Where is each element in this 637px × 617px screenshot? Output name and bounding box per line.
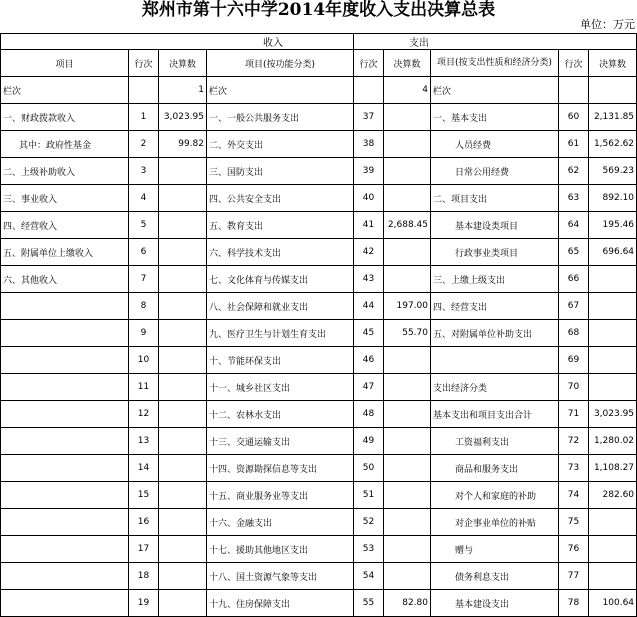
func-expense-amount: 82.80: [384, 590, 431, 617]
lanci-label: 栏次: [207, 77, 354, 104]
func-expense-amount: [384, 401, 431, 428]
expense-section-header: 支出: [354, 34, 637, 50]
income-item: [1, 293, 129, 320]
table-row: [1, 266, 637, 293]
func-expense-row-no: 43: [354, 266, 384, 293]
income-item: [1, 374, 129, 401]
func-expense-amount: 55.70: [384, 320, 431, 347]
income-item: [1, 536, 129, 563]
income-item: [1, 428, 129, 455]
income-item: [1, 455, 129, 482]
econ-expense-item: 一、基本支出: [431, 104, 559, 131]
func-expense-amount: 197.00: [384, 293, 431, 320]
econ-expense-amount: [589, 374, 637, 401]
income-item: 五、附属单位上缴收入: [1, 239, 129, 266]
income-row-no: 18: [129, 563, 159, 590]
income-item: 其中：政府性基金: [1, 131, 129, 158]
income-row-no: 17: [129, 536, 159, 563]
income-amount: [159, 239, 207, 266]
econ-expense-row-no: 60: [559, 104, 589, 131]
income-row-no: 11: [129, 374, 159, 401]
func-expense-item: 十七、援助其他地区支出: [207, 536, 354, 563]
income-row-no: 1: [129, 104, 159, 131]
income-item: [1, 563, 129, 590]
econ-expense-row-no: 67: [559, 293, 589, 320]
col-header-row-no: 行次: [559, 50, 589, 77]
func-expense-row-no: 40: [354, 185, 384, 212]
func-expense-row-no: 41: [354, 212, 384, 239]
func-expense-row-no: 52: [354, 509, 384, 536]
income-amount: [159, 401, 207, 428]
income-row-no: 16: [129, 509, 159, 536]
func-expense-item: 十八、国土资源气象等支出: [207, 563, 354, 590]
table-row: [1, 104, 637, 131]
income-item: 四、经营收入: [1, 212, 129, 239]
func-expense-row-no: 51: [354, 482, 384, 509]
func-expense-item: 十三、交通运输支出: [207, 428, 354, 455]
income-item: [1, 320, 129, 347]
income-row-no: 14: [129, 455, 159, 482]
econ-expense-item: 工资福利支出: [431, 428, 559, 455]
income-amount: [159, 482, 207, 509]
income-item: [1, 347, 129, 374]
table-row: [1, 347, 637, 374]
income-amount: [159, 590, 207, 617]
func-expense-row-no: 42: [354, 239, 384, 266]
econ-expense-row-no: 69: [559, 347, 589, 374]
income-amount: 3,023.95: [159, 104, 207, 131]
func-expense-row-no: 44: [354, 293, 384, 320]
col-header-amount: 决算数: [589, 50, 637, 77]
func-expense-amount: [384, 455, 431, 482]
income-row-no: 9: [129, 320, 159, 347]
func-expense-amount: [384, 185, 431, 212]
func-expense-row-no: 37: [354, 104, 384, 131]
econ-expense-item: 基本建设类项目: [431, 212, 559, 239]
econ-expense-item: 四、经营支出: [431, 293, 559, 320]
econ-expense-item: 对个人和家庭的补助: [431, 482, 559, 509]
col-header-amount: 决算数: [384, 50, 431, 77]
table-row: [1, 509, 637, 536]
econ-expense-amount: 696.64: [589, 239, 637, 266]
econ-expense-row-no: 63: [559, 185, 589, 212]
econ-expense-amount: 1,280.02: [589, 428, 637, 455]
income-section-header: 收入: [1, 34, 354, 50]
econ-expense-amount: 2,131.85: [589, 104, 637, 131]
func-expense-row-no: 54: [354, 563, 384, 590]
func-expense-item: 五、教育支出: [207, 212, 354, 239]
income-row-no: 12: [129, 401, 159, 428]
func-expense-amount: [384, 482, 431, 509]
income-amount: [159, 563, 207, 590]
table-row: [1, 239, 637, 266]
econ-expense-amount: [589, 563, 637, 590]
econ-expense-amount: 569.23: [589, 158, 637, 185]
func-expense-amount: [384, 158, 431, 185]
econ-expense-amount: [589, 536, 637, 563]
econ-expense-amount: 1,108.27: [589, 455, 637, 482]
func-expense-amount: [384, 347, 431, 374]
income-row-no: 3: [129, 158, 159, 185]
col-header-amount: 决算数: [159, 50, 207, 77]
func-expense-row-no: 48: [354, 401, 384, 428]
func-expense-amount: 2,688.45: [384, 212, 431, 239]
func-expense-item: 三、国防支出: [207, 158, 354, 185]
func-expense-row-no: 39: [354, 158, 384, 185]
col-header-item: 项目: [1, 50, 129, 77]
table-row: [1, 590, 637, 617]
func-expense-item: 十五、商业服务业等支出: [207, 482, 354, 509]
func-expense-item: 十四、资源勘探信息等支出: [207, 455, 354, 482]
table-row: [1, 131, 637, 158]
econ-expense-item: 行政事业类项目: [431, 239, 559, 266]
table-row: [1, 455, 637, 482]
income-item: 三、事业收入: [1, 185, 129, 212]
income-amount: [159, 212, 207, 239]
func-expense-amount: [384, 131, 431, 158]
econ-expense-row-no: 75: [559, 509, 589, 536]
econ-expense-item: 三、上缴上级支出: [431, 266, 559, 293]
table-row: [1, 158, 637, 185]
func-expense-amount: [384, 239, 431, 266]
income-row-no: 2: [129, 131, 159, 158]
econ-expense-amount: [589, 320, 637, 347]
econ-expense-row-no: 64: [559, 212, 589, 239]
func-expense-item: 八、社会保障和就业支出: [207, 293, 354, 320]
lanci-label: 栏次: [431, 77, 559, 104]
unit-label: 单位：万元: [580, 18, 635, 31]
func-expense-row-no: 46: [354, 347, 384, 374]
func-expense-amount: [384, 266, 431, 293]
income-item: 六、其他收入: [1, 266, 129, 293]
section-header-row: [1, 34, 637, 50]
func-expense-item: 六、科学技术支出: [207, 239, 354, 266]
income-row-no: 5: [129, 212, 159, 239]
income-row-no: 15: [129, 482, 159, 509]
table-row: [1, 401, 637, 428]
col-header-row-no: 行次: [129, 50, 159, 77]
func-expense-item: 十一、城乡社区支出: [207, 374, 354, 401]
func-expense-row-no: 49: [354, 428, 384, 455]
econ-expense-row-no: 78: [559, 590, 589, 617]
income-amount: [159, 455, 207, 482]
report-title: 郑州市第十六中学2014年度收入支出决算总表: [141, 0, 496, 20]
lanci-row: [1, 77, 637, 104]
column-header-row: [1, 50, 637, 77]
econ-expense-amount: [589, 293, 637, 320]
func-expense-amount: [384, 428, 431, 455]
table-row: [1, 212, 637, 239]
income-item: 一、财政拨款收入: [1, 104, 129, 131]
income-item: [1, 590, 129, 617]
income-amount: [159, 320, 207, 347]
income-item: [1, 509, 129, 536]
econ-expense-amount: 3,023.95: [589, 401, 637, 428]
table-row: [1, 374, 637, 401]
func-expense-amount: [384, 563, 431, 590]
econ-expense-amount: 892.10: [589, 185, 637, 212]
table-row: [1, 482, 637, 509]
table-row: [1, 185, 637, 212]
func-expense-amount: [384, 536, 431, 563]
lanci-number: 4: [384, 77, 431, 104]
econ-expense-item: 基本支出和项目支出合计: [431, 401, 559, 428]
func-expense-row-no: 53: [354, 536, 384, 563]
econ-expense-item: 对企事业单位的补贴: [431, 509, 559, 536]
econ-expense-amount: [589, 266, 637, 293]
econ-expense-row-no: 68: [559, 320, 589, 347]
income-row-no: 8: [129, 293, 159, 320]
econ-expense-row-no: 66: [559, 266, 589, 293]
table-row: [1, 536, 637, 563]
func-expense-amount: [384, 374, 431, 401]
col-header-econ-item: 项目(按支出性质和经济分类): [431, 50, 559, 77]
income-amount: [159, 428, 207, 455]
income-row-no: 6: [129, 239, 159, 266]
income-row-no: 13: [129, 428, 159, 455]
table-row: [1, 563, 637, 590]
budget-table: [0, 33, 637, 617]
income-item: 二、上级补助收入: [1, 158, 129, 185]
econ-expense-amount: [589, 347, 637, 374]
income-row-no: 7: [129, 266, 159, 293]
income-amount: [159, 536, 207, 563]
col-header-row-no: 行次: [354, 50, 384, 77]
income-amount: [159, 347, 207, 374]
econ-expense-row-no: 71: [559, 401, 589, 428]
col-header-func-item: 项目(按功能分类): [207, 50, 354, 77]
econ-expense-item: 支出经济分类: [431, 374, 559, 401]
econ-expense-amount: [589, 509, 637, 536]
econ-expense-item: 赠与: [431, 536, 559, 563]
lanci-label: 栏次: [1, 77, 129, 104]
econ-expense-row-no: 62: [559, 158, 589, 185]
econ-expense-row-no: 72: [559, 428, 589, 455]
func-expense-amount: [384, 104, 431, 131]
econ-expense-item: 五、对附属单位补助支出: [431, 320, 559, 347]
table-row: [1, 428, 637, 455]
func-expense-row-no: 50: [354, 455, 384, 482]
table-row: [1, 293, 637, 320]
func-expense-row-no: 55: [354, 590, 384, 617]
func-expense-item: 十九、住房保障支出: [207, 590, 354, 617]
econ-expense-item: 基本建设支出: [431, 590, 559, 617]
func-expense-row-no: 47: [354, 374, 384, 401]
econ-expense-item: 商品和服务支出: [431, 455, 559, 482]
income-item: [1, 482, 129, 509]
income-amount: [159, 374, 207, 401]
econ-expense-item: [431, 347, 559, 374]
income-amount: 99.82: [159, 131, 207, 158]
func-expense-row-no: 45: [354, 320, 384, 347]
income-row-no: 19: [129, 590, 159, 617]
econ-expense-row-no: 73: [559, 455, 589, 482]
econ-expense-row-no: 77: [559, 563, 589, 590]
func-expense-item: 九、医疗卫生与计划生育支出: [207, 320, 354, 347]
income-row-no: 4: [129, 185, 159, 212]
econ-expense-item: 人员经费: [431, 131, 559, 158]
func-expense-amount: [384, 509, 431, 536]
econ-expense-item: 日常公用经费: [431, 158, 559, 185]
lanci-number: 1: [159, 77, 207, 104]
econ-expense-item: 债务利息支出: [431, 563, 559, 590]
econ-expense-row-no: 61: [559, 131, 589, 158]
income-row-no: 10: [129, 347, 159, 374]
income-item: [1, 401, 129, 428]
econ-expense-row-no: 76: [559, 536, 589, 563]
econ-expense-row-no: 70: [559, 374, 589, 401]
func-expense-item: 十六、金融支出: [207, 509, 354, 536]
func-expense-item: 二、外交支出: [207, 131, 354, 158]
income-amount: [159, 293, 207, 320]
func-expense-item: 四、公共安全支出: [207, 185, 354, 212]
income-amount: [159, 158, 207, 185]
econ-expense-item: 二、项目支出: [431, 185, 559, 212]
func-expense-row-no: 38: [354, 131, 384, 158]
income-amount: [159, 266, 207, 293]
econ-expense-row-no: 74: [559, 482, 589, 509]
econ-expense-amount: 195.46: [589, 212, 637, 239]
econ-expense-row-no: 65: [559, 239, 589, 266]
econ-expense-amount: 100.64: [589, 590, 637, 617]
func-expense-item: 十二、农林水支出: [207, 401, 354, 428]
func-expense-item: 十、节能环保支出: [207, 347, 354, 374]
econ-expense-amount: 1,562.62: [589, 131, 637, 158]
func-expense-item: 七、文化体育与传媒支出: [207, 266, 354, 293]
econ-expense-amount: 282.60: [589, 482, 637, 509]
table-row: [1, 320, 637, 347]
income-amount: [159, 509, 207, 536]
income-amount: [159, 185, 207, 212]
func-expense-item: 一、一般公共服务支出: [207, 104, 354, 131]
